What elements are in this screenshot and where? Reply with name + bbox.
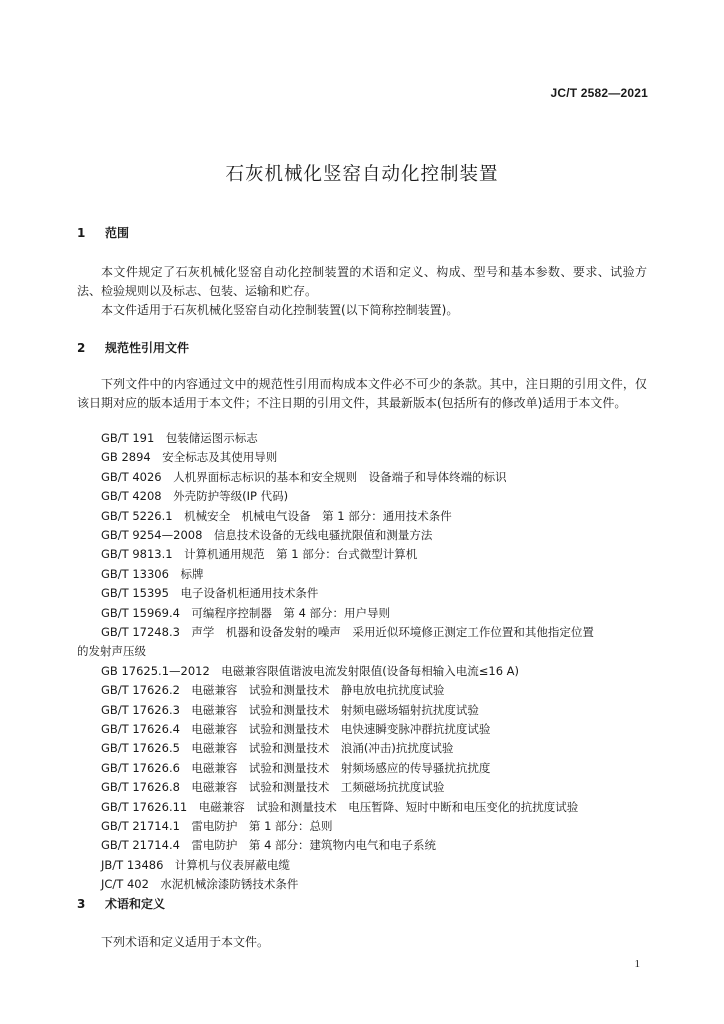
reference-item: GB/T 13306 标牌 xyxy=(101,566,204,581)
reference-item: GB/T 17626.2 电磁兼容 试验和测量技术 静电放电抗扰度试验 xyxy=(101,683,445,698)
reference-item: GB/T 15395 电子设备机柜通用技术条件 xyxy=(101,586,319,601)
section-3-heading xyxy=(77,895,165,912)
reference-item: GB/T 191 包装储运图示标志 xyxy=(101,431,258,445)
page-number: 1 xyxy=(634,958,640,970)
reference-item: GB/T 15969.4 可编程序控制器 第 4 部分：用户导则 xyxy=(101,605,391,620)
reference-item: GB/T 17626.8 电磁兼容 试验和测量技术 工频磁场抗扰度试验 xyxy=(101,780,445,795)
reference-item: JB/T 13486 计算机与仪表屏蔽电缆 xyxy=(101,857,290,872)
section-3-title: 术语和定义 xyxy=(105,897,166,911)
reference-item: GB 17625.1—2012 电磁兼容限值谐波电流发射限值(设备每相输入电流≤16 A) xyxy=(101,663,520,678)
reference-item: GB/T 4026 人机界面标志标识的基本和安全规则 设备端子和导体终端的标识 xyxy=(101,469,507,484)
reference-item: GB/T 9813.1 计算机通用规范 第 1 部分：台式微型计算机 xyxy=(101,547,418,562)
reference-item: GB/T 5226.1 机械安全 机械电气设备 第 1 部分：通用技术条件 xyxy=(101,508,452,523)
section-2-title: 规范性引用文件 xyxy=(105,341,190,355)
reference-item: GB/T 17626.3 电磁兼容 试验和测量技术 射频电磁场辐射抗扰度试验 xyxy=(101,702,479,717)
section-3-intro: 下列术语和定义适用于本文件。 xyxy=(101,935,270,949)
reference-item: GB/T 17626.6 电磁兼容 试验和测量技术 射频场感应的传导骚扰抗扰度 xyxy=(101,760,491,775)
section-1-paragraph-1: 本文件规定了石灰机械化竖窑自动化控制装置的术语和定义、构成、型号和基本参数、要求、试验方法、检验规则以及标志、包装、运输和贮存。 xyxy=(77,265,647,298)
document-title: 石灰机械化竖窑自动化控制装置 xyxy=(225,164,499,185)
standard-code: JC/T 2582—2021 xyxy=(550,86,648,100)
reference-item: GB/T 9254—2008 信息技术设备的无线电骚扰限值和测量方法 xyxy=(101,528,433,542)
section-1-heading xyxy=(77,224,129,241)
reference-item: GB/T 4208 外壳防护等级(IP 代码) xyxy=(101,489,289,504)
reference-item: GB/T 17248.3 声学 机器和设备发射的噪声 采用近似环境修正测定工作位置和其他指定位置 xyxy=(101,625,594,639)
reference-item: GB/T 17626.4 电磁兼容 试验和测量技术 电快速瞬变脉冲群抗扰度试验 xyxy=(101,722,491,736)
reference-item: JC/T 402 水泥机械涂漆防锈技术条件 xyxy=(101,877,299,892)
section-1-paragraph-2: 本文件适用于石灰机械化竖窑自动化控制装置(以下简称控制装置)。 xyxy=(101,303,459,317)
section-2-number: 2 xyxy=(77,341,86,355)
reference-item: GB/T 21714.4 雷电防护 第 4 部分：建筑物内电气和电子系统 xyxy=(101,838,437,853)
section-2-heading xyxy=(77,339,189,356)
section-1-number: 1 xyxy=(77,226,86,240)
reference-item: GB/T 17626.5 电磁兼容 试验和测量技术 浪涌(冲击)抗扰度试验 xyxy=(101,741,454,756)
reference-item: GB/T 21714.1 雷电防护 第 1 部分：总则 xyxy=(101,819,333,833)
section-1-title: 范围 xyxy=(105,226,130,240)
reference-item-continuation: 的发射声压级 xyxy=(77,644,146,659)
section-3-number: 3 xyxy=(77,897,86,911)
reference-item: GB 2894 安全标志及其使用导则 xyxy=(101,450,278,465)
reference-item: GB/T 17626.11 电磁兼容 试验和测量技术 电压暂降、短时中断和电压变化的抗扰度试验 xyxy=(101,799,579,814)
section-2-intro: 下列文件中的内容通过文中的规范性引用而构成本文件必不可少的条款。其中，注日期的引用文件，仅该日期对应的版本适用于本文件；不注日期的引用文件，其最新版本(包括所有的修改单)适用于本文件。 xyxy=(77,377,647,410)
